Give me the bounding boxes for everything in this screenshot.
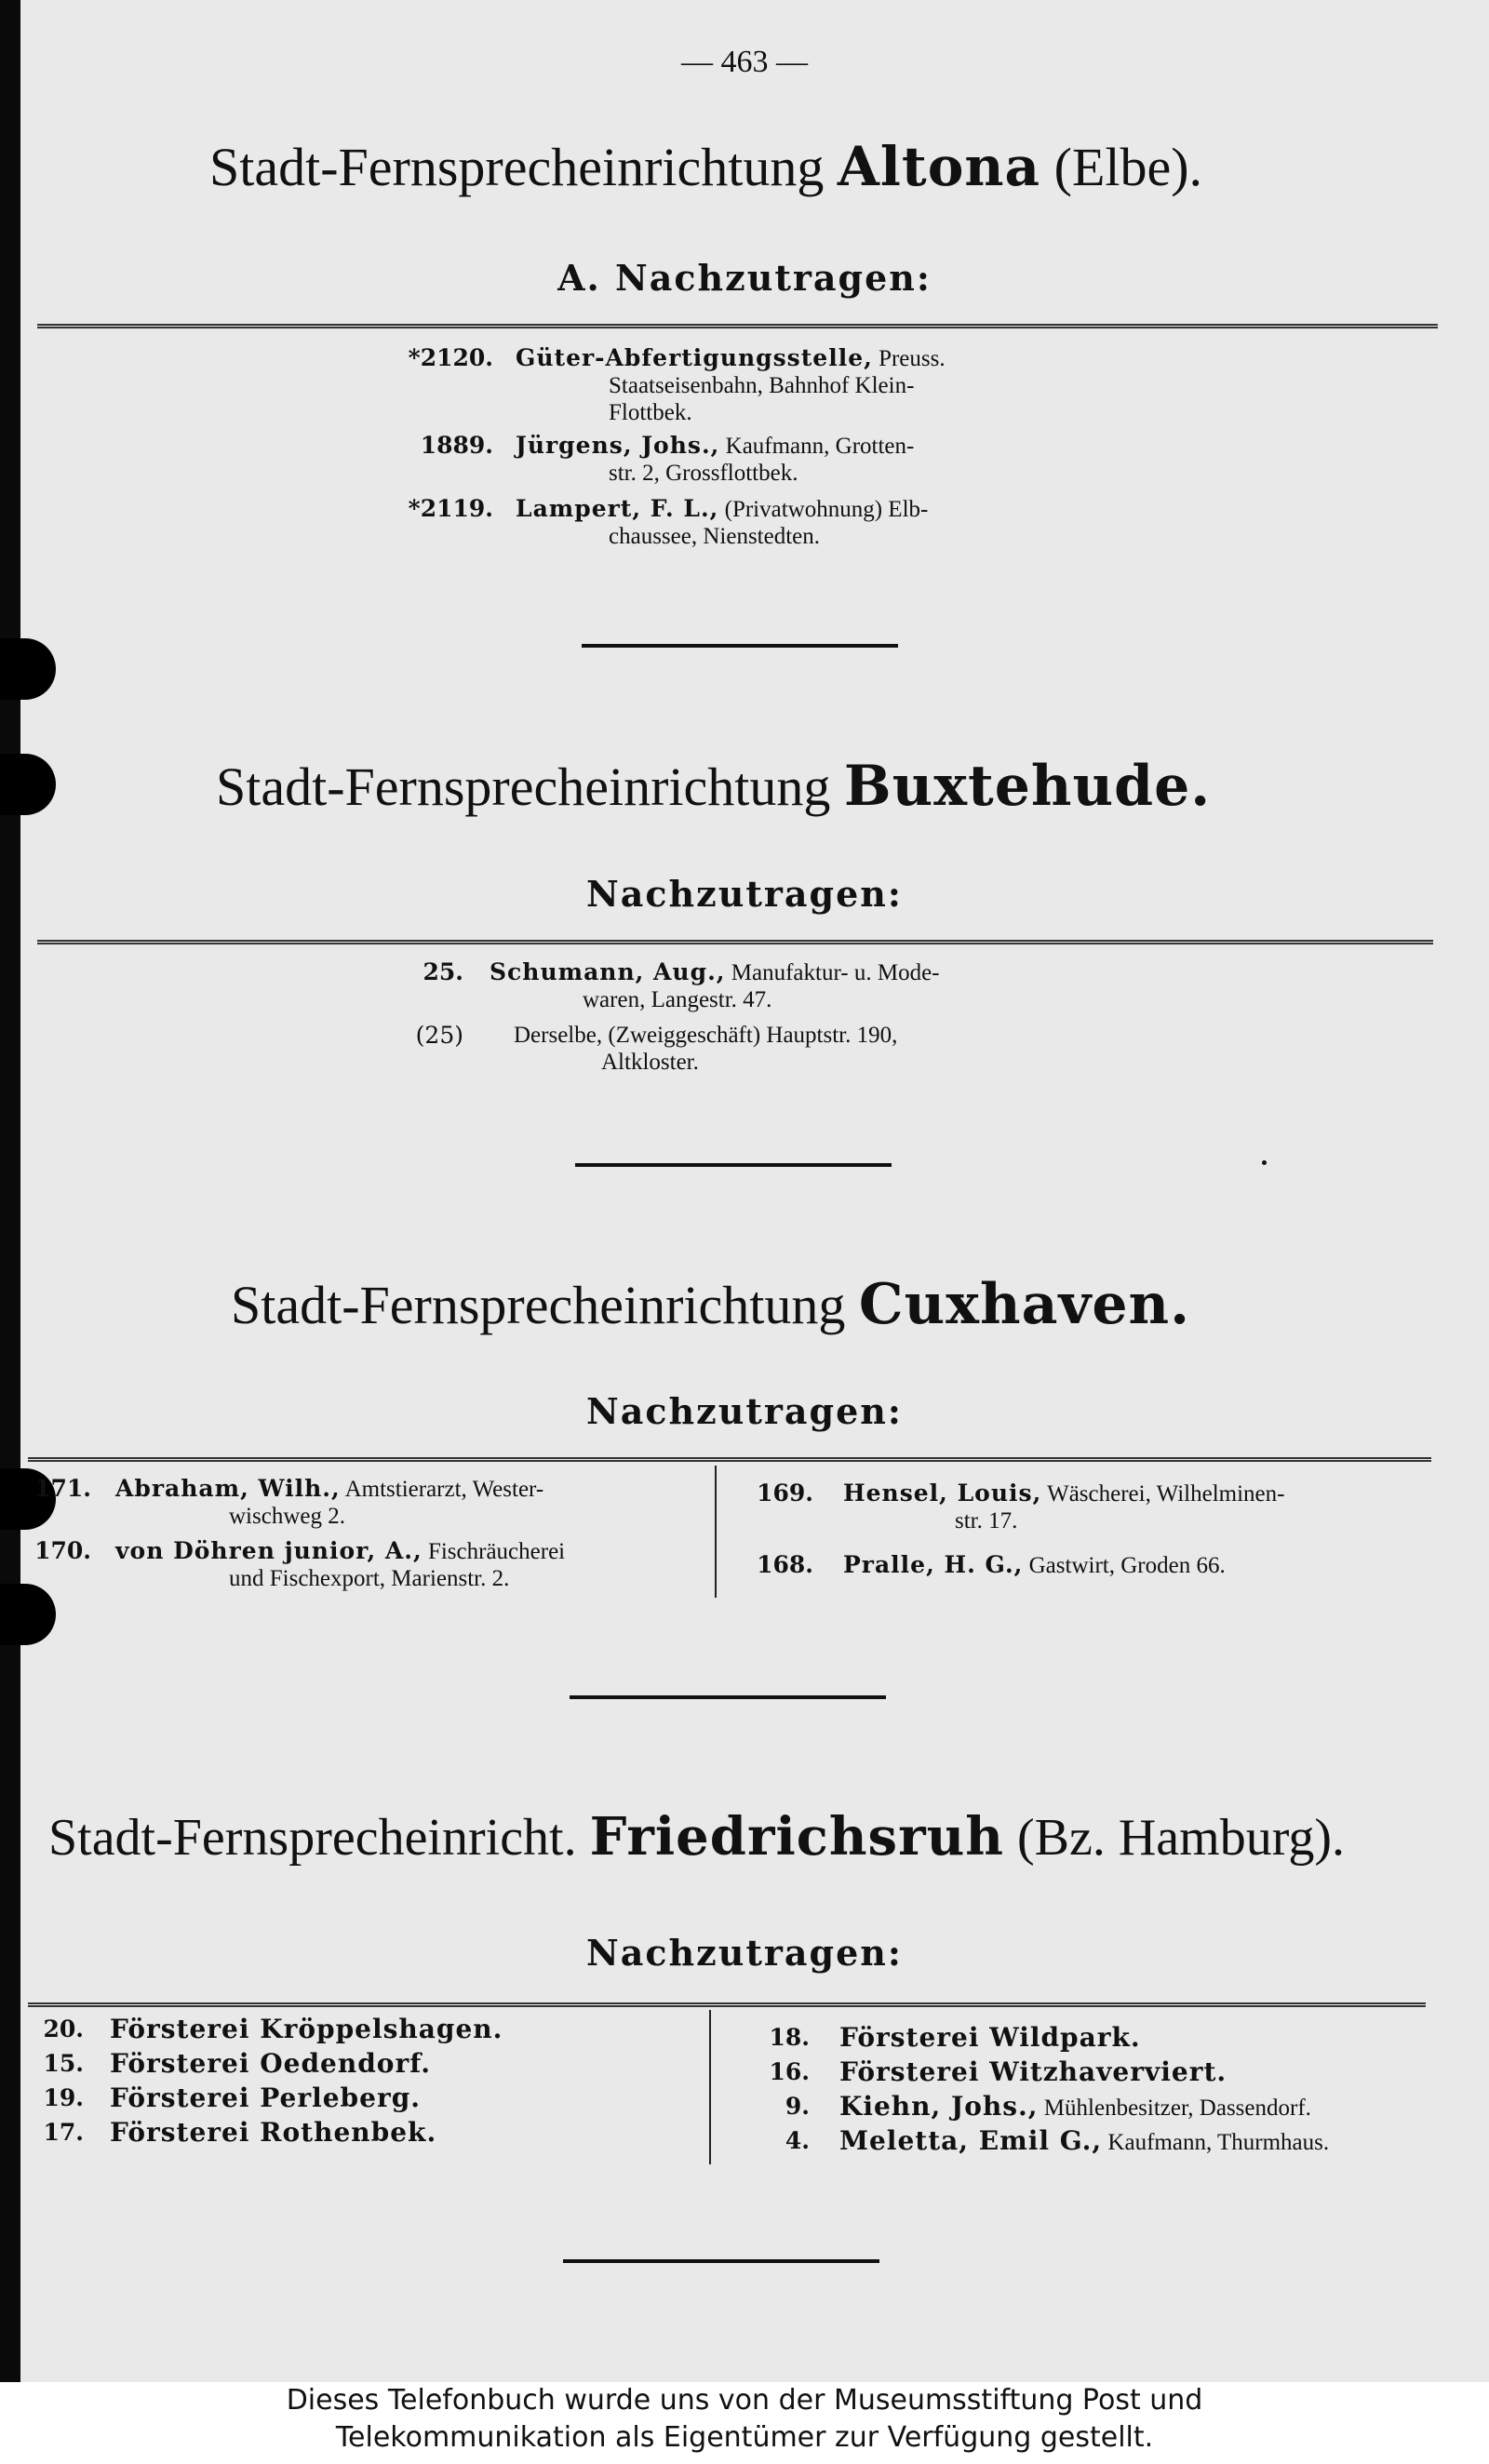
section-title-altona: Stadt-Fernsprecheinrichtung Altona (Elbe). [209,135,1203,198]
list-item: *2119. Lampert, F. L., (Privatwohnung) Elb- chaussee, Nienstedten. [408,495,929,549]
list-item: 168. Pralle, H. G., Gastwirt, Groden 66. [757,1551,1226,1578]
section-heading: Nachzutragen: [586,873,903,915]
page-binding [0,0,20,2382]
binding-hole [0,1584,56,1645]
speck [1262,1160,1267,1165]
footer-line: Dieses Telefonbuch wurde uns von der Museumsstiftung Post und [286,2384,1203,2417]
list-item: 16. Försterei Witzhaverviert. [769,2056,1227,2087]
footer-line: Telekommunikation als Eigentümer zur Verfügung gestellt. [335,2421,1154,2454]
list-item: 25. Schumann, Aug., Manufaktur- u. Mode- waren, Langestr. 47. [423,958,940,1012]
list-item: 4. Meletta, Emil G., Kaufmann, Thurmhaus. [785,2125,1330,2156]
section-title-buxtehude: Stadt-Fernsprecheinrichtung Buxtehude. [216,754,1212,819]
city-name: Cuxhaven. [858,1272,1191,1337]
list-item: 15. Försterei Oedendorf. [43,2048,431,2079]
section-title-cuxhaven: Stadt-Fernsprecheinrichtung Cuxhaven. [231,1272,1191,1337]
footer-notice [0,2382,1489,2464]
list-item: 19. Försterei Perleberg. [43,2082,422,2113]
list-item: 17. Försterei Rothenbek. [43,2117,437,2148]
section-heading: A. Nachzutragen: [557,257,932,299]
column-divider [709,2010,711,2164]
city-name: Friedrichsruh [589,1806,1004,1868]
binding-hole [0,638,56,700]
section-separator [582,644,898,648]
list-item: *2120. Güter-Abfertigungsstelle, Preuss. Staatseisenbahn, Bahnhof Klein- Flottbek. [408,344,946,425]
section-separator [575,1163,892,1167]
city-name: Buxtehude. [843,754,1212,819]
divider [37,940,1433,944]
city-name: Altona [837,135,1041,198]
list-item: 169. Hensel, Louis, Wäscherei, Wilhelminen- str. 17. [757,1480,1285,1533]
binding-hole [0,754,56,815]
section-title-friedrichsruh: Stadt-Fernsprecheinricht. Friedrichsruh (Bz. Hamburg). [48,1806,1345,1868]
list-item: 1889. Jürgens, Johs., Kaufmann, Grotten- str. 2, Grossflottbek. [420,432,915,486]
column-divider [715,1466,717,1598]
divider [37,324,1438,328]
list-item: 20. Försterei Kröppelshagen. [43,2014,503,2044]
list-item: 18. Försterei Wildpark. [769,2022,1141,2053]
list-item: 171. Abraham, Wilh., Amtstierarzt, Wester- wischweg 2. [34,1475,544,1529]
section-heading: Nachzutragen: [586,1390,903,1432]
divider [28,2002,1426,2007]
list-item: 9. Kiehn, Johs., Mühlenbesitzer, Dassendorf. [785,2091,1311,2122]
divider [28,1457,1431,1462]
section-heading: Nachzutragen: [586,1932,903,1974]
list-item: (25) Derselbe, (Zweiggeschäft) Hauptstr. 190, Altkloster. [415,1022,898,1075]
section-separator [570,1695,886,1699]
list-item: 170. von Döhren junior, A., Fischräucherei und Fischexport, Marienstr. 2. [34,1537,566,1591]
section-separator [563,2259,879,2263]
page-number: — 463 — [681,45,808,79]
